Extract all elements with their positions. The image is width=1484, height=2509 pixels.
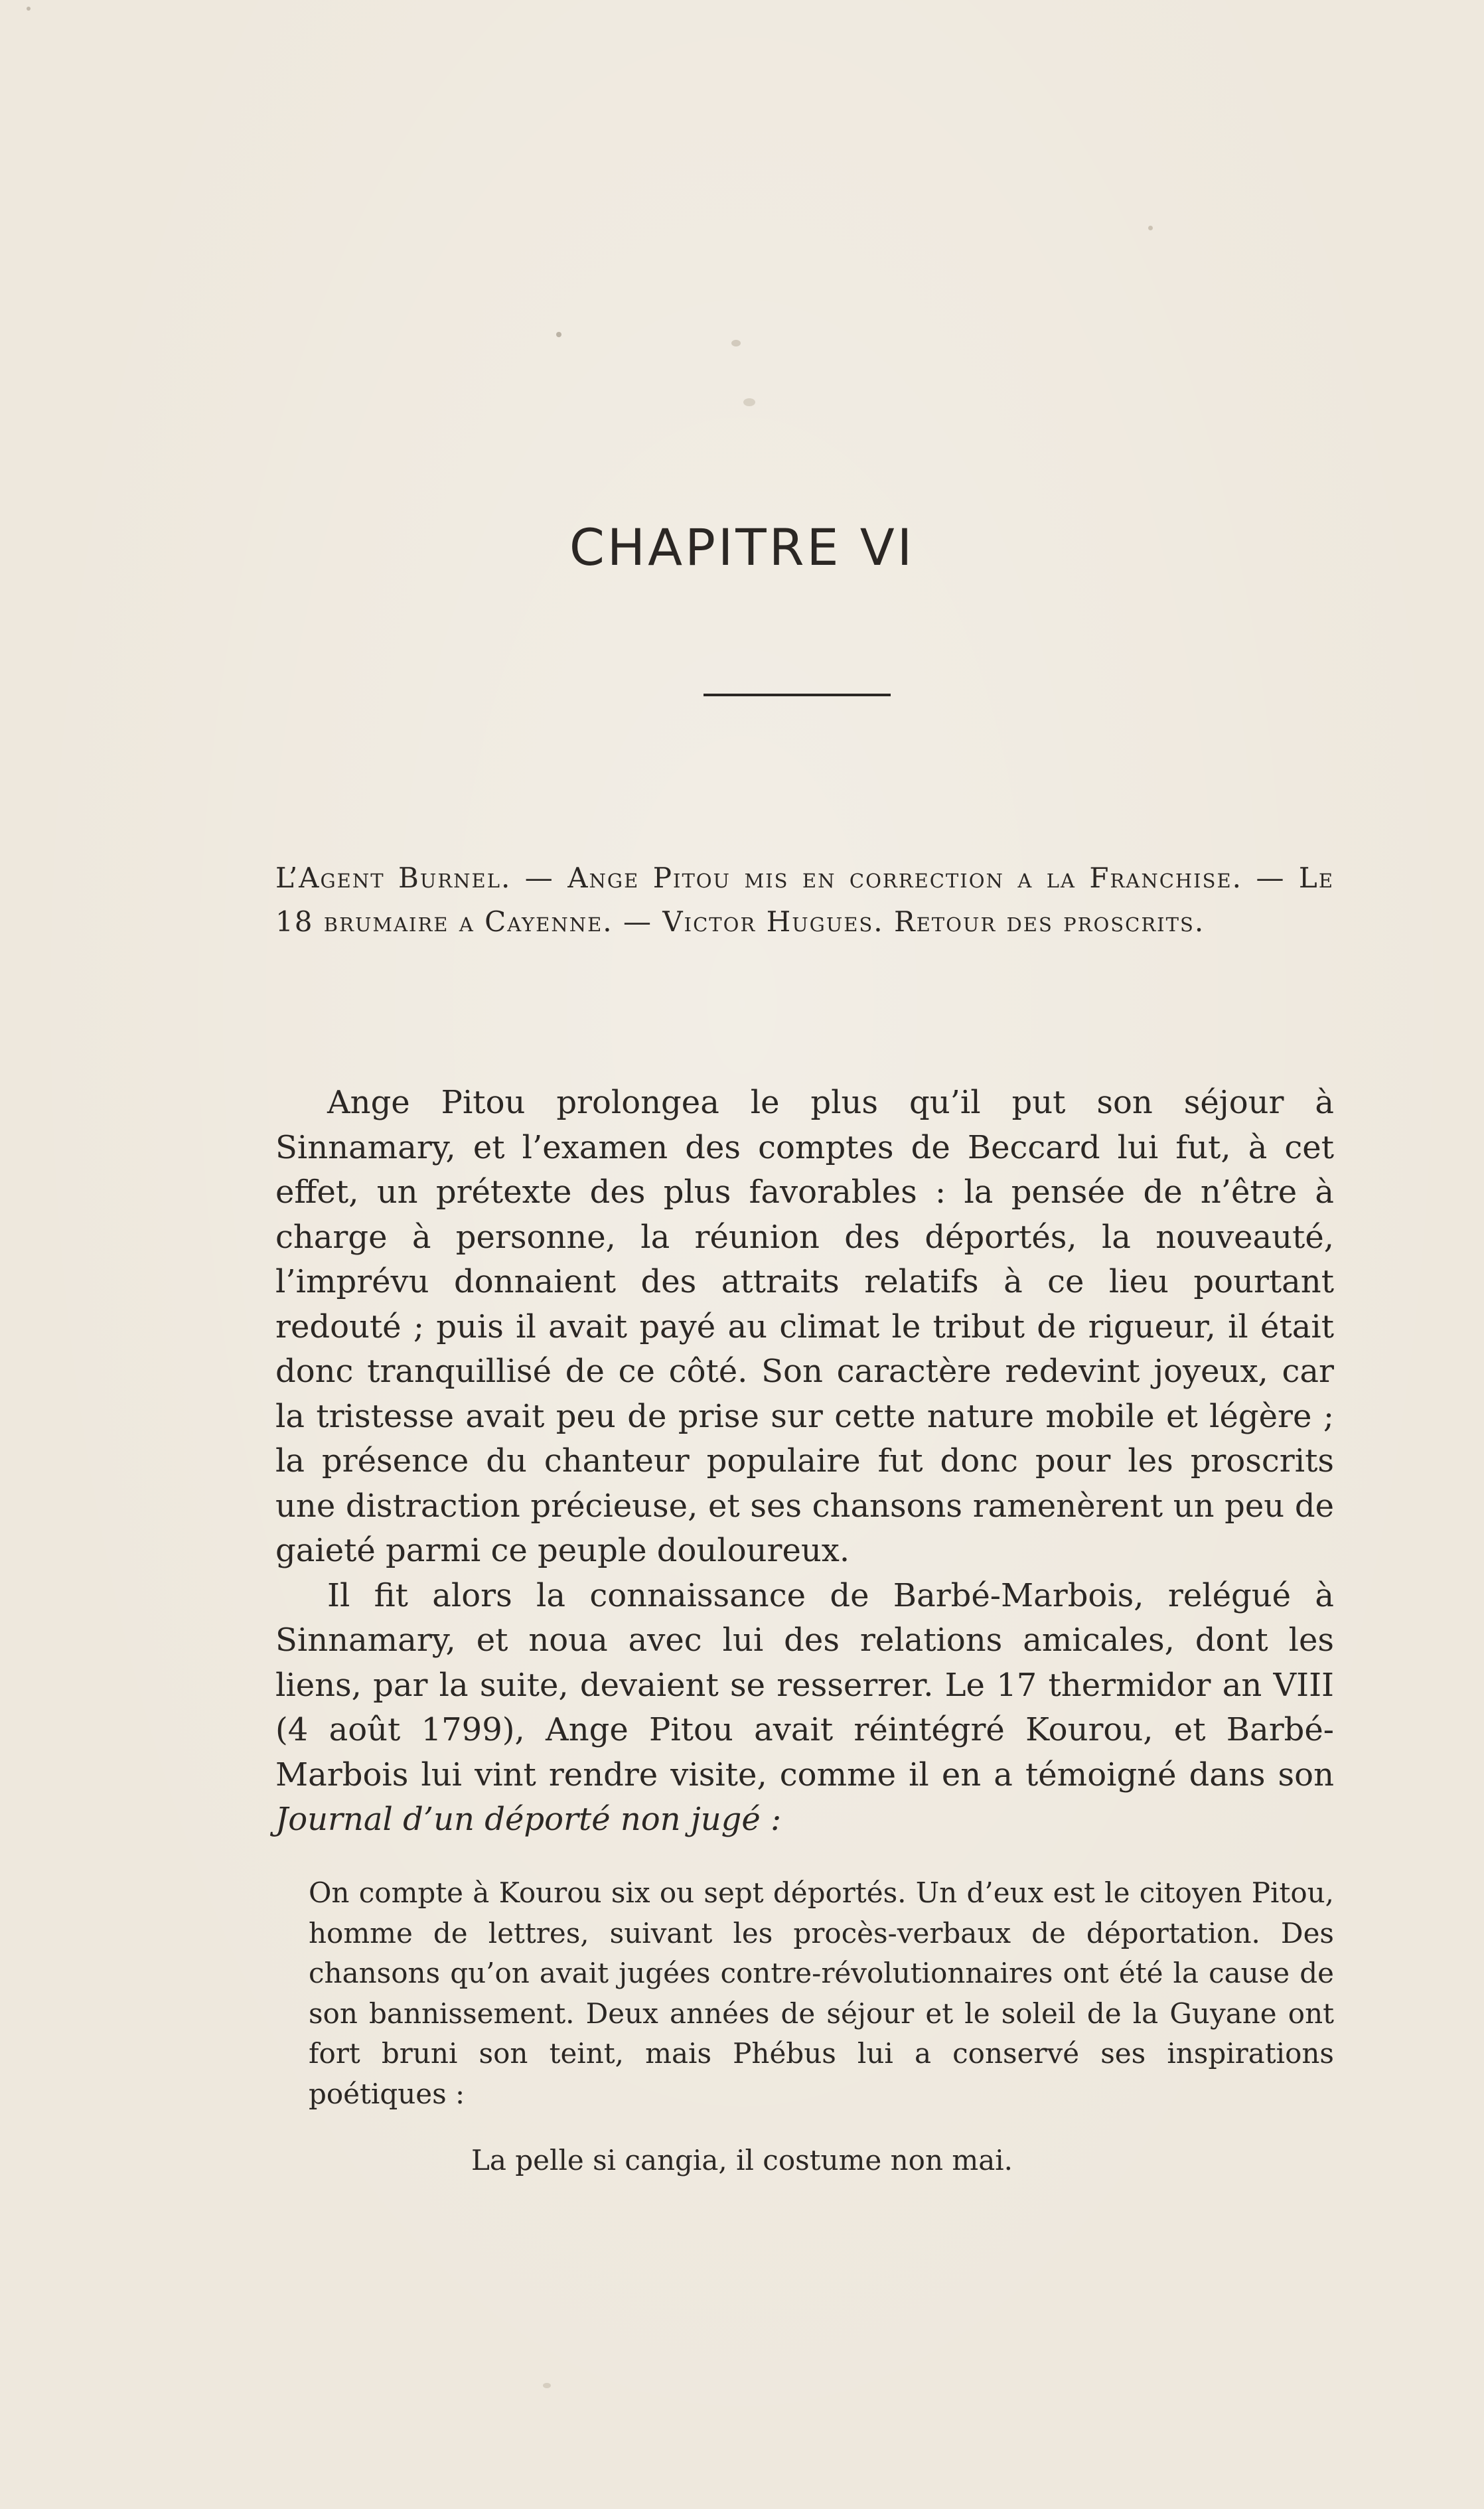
chapter-summary: L’Agent Burnel. — Ange Pitou mis en correction a la Franchise. — Le 18 brumaire a Cayenne. — Victor Hugues. Retour des proscrits. bbox=[275, 862, 1334, 938]
paragraph-2-text: Il fit alors la connaissance de Barbé-Marbois, relégué à Sinnamary, et noua avec lui des relations amicales, dont les liens, par la suite, devaient se resserrer. Le 17 thermidor an VIII (4 août 1799), Ange Pitou avait réintégré Kourou, et Barbé-Marbois lui vint rendre visite, comme il en a témoigné dans son bbox=[275, 1576, 1334, 1793]
paper-speck bbox=[743, 398, 755, 406]
paper-speck bbox=[1148, 226, 1153, 230]
title-divider bbox=[704, 694, 891, 696]
journal-title: Journal d’un déporté non jugé : bbox=[275, 1801, 782, 1838]
paragraph-1: Ange Pitou prolongea le plus qu’il put son séjour à Sinnamary, et l’examen des comptes de Beccard lui fut, à cet effet, un prétexte des plus favorables : la pensée de n’être à charge à personne, la réunion des déportés, la nouveauté, l’imprévu donnaient des attraits relatifs à ce lieu pourtant redouté ; puis il avait payé au climat le tribut de rigueur, il était donc tranquillisé de ce côté. Son caractère redevint joyeux, car la tristesse avait peu de prise sur cette nature mobile et légère ; la présence du chanteur populaire fut donc pour les proscrits une distraction précieuse, et ses chansons ramenèrent un peu de gaieté parmi ce peuple douloureux. bbox=[275, 1084, 1334, 1569]
verse-line: La pelle si cangia, il costume non mai. bbox=[471, 2144, 1013, 2176]
chapter-title: CHAPITRE VI bbox=[569, 518, 915, 577]
paper-speck bbox=[556, 332, 561, 337]
paper-speck bbox=[27, 7, 31, 11]
paper-speck bbox=[543, 2383, 551, 2388]
quote-text: On compte à Kourou six ou sept déportés. Un d’eux est le citoyen Pitou, homme de lettres, suivant les procès-verbaux de déportation. Des chansons qu’on avait jugées contre-révolutionnaires ont été la cause de son bannissement. Deux années de séjour et le soleil de la Guyane ont fort bruni son teint, mais Phébus lui a conservé ses inspirations poétiques : bbox=[309, 1876, 1334, 2110]
chapter-body bbox=[275, 1081, 1334, 1843]
paper-speck bbox=[731, 340, 741, 346]
paragraph-2 bbox=[275, 1574, 1334, 1843]
block-quote bbox=[309, 1873, 1334, 2114]
